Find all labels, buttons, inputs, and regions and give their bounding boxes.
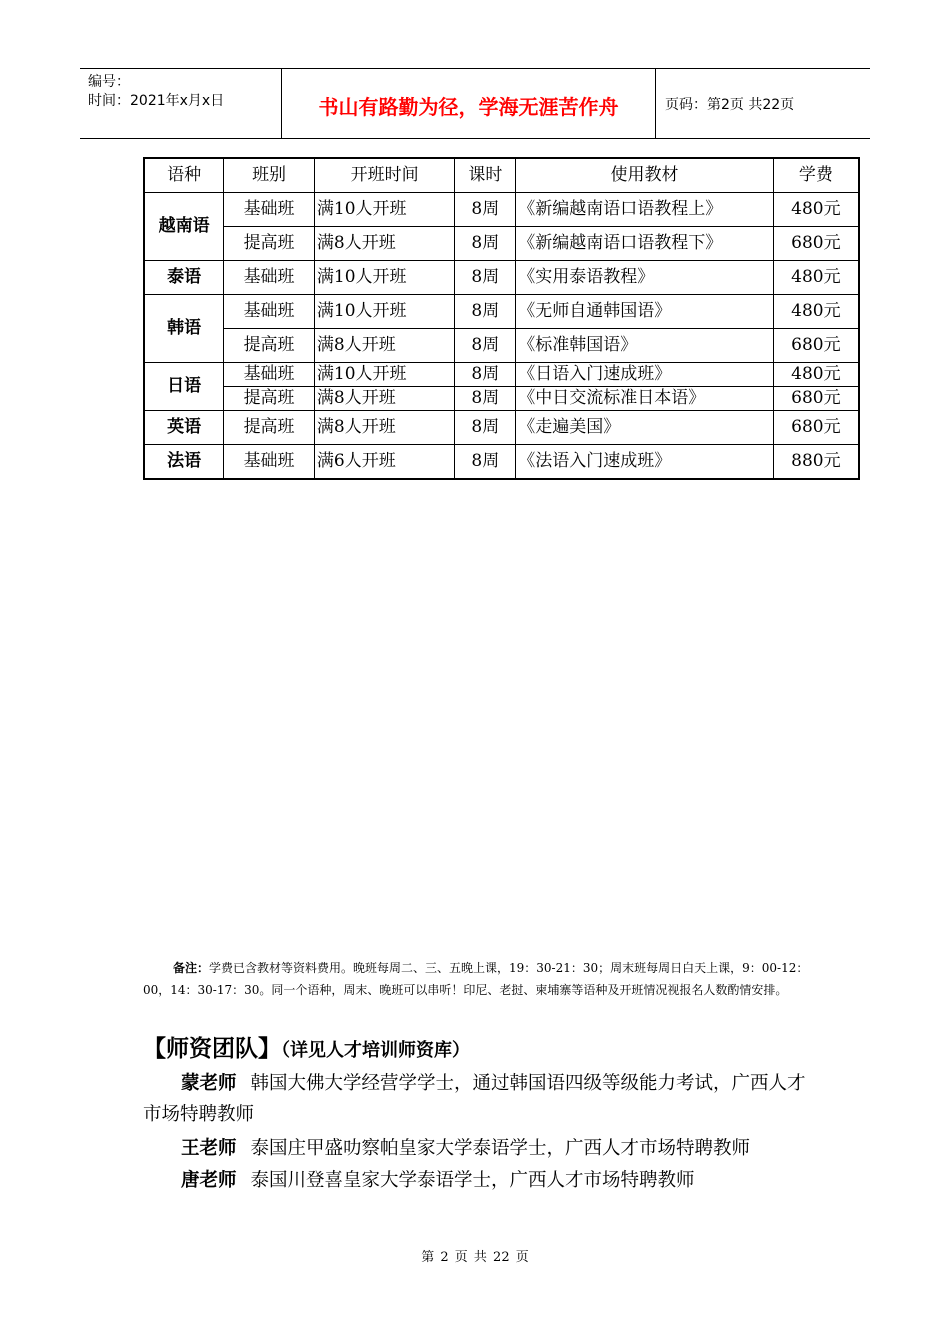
fee-note xyxy=(143,957,813,1001)
start-cell: 满10人开班 xyxy=(314,193,455,227)
class-cell: 基础班 xyxy=(224,295,315,329)
start-cell: 满10人开班 xyxy=(314,261,455,295)
start-cell: 满6人开班 xyxy=(314,445,455,480)
fee-cell: 480元 xyxy=(773,295,859,329)
header-divider xyxy=(655,69,656,138)
start-cell: 满8人开班 xyxy=(314,387,455,411)
fee-cell: 680元 xyxy=(773,411,859,445)
textbook-cell: 《无师自通韩国语》 xyxy=(516,295,774,329)
table-header-row xyxy=(144,158,859,193)
class-cell: 提高班 xyxy=(224,329,315,363)
language-cell: 泰语 xyxy=(144,261,224,295)
table-row xyxy=(144,445,859,480)
start-cell: 满10人开班 xyxy=(314,295,455,329)
teacher-description: 泰国川登喜皇家大学泰语学士，广西人才市场特聘教师 xyxy=(250,1170,695,1191)
class-cell: 基础班 xyxy=(224,261,315,295)
faculty-subtitle: （详见人才培训师资库） xyxy=(281,1040,470,1061)
fee-cell: 680元 xyxy=(773,387,859,411)
note-text: 学费已含教材等资料费用。晚班每周二、三、五晚上课，19：30-21：30；周末班每周日白天上课，9：00-12：00，14：30-17：30。同一个语种，周末、晚班可以串听！印尼、老挝、柬埔寨等语种及开班情况视报名人数酌情安排。 xyxy=(143,961,809,997)
header-motto: 书山有路勤为径，学海无涯苦作舟 xyxy=(318,95,619,119)
class-cell: 基础班 xyxy=(224,445,315,480)
textbook-cell: 《新编越南语口语教程下》 xyxy=(516,227,774,261)
teacher-description: 泰国庄甲盛叻察帕皇家大学泰语学士，广西人才市场特聘教师 xyxy=(250,1138,751,1159)
class-cell: 基础班 xyxy=(224,363,315,387)
class-cell: 提高班 xyxy=(224,411,315,445)
column-header: 班别 xyxy=(224,158,315,193)
fee-cell: 680元 xyxy=(773,329,859,363)
table-row xyxy=(144,193,859,227)
language-cell: 越南语 xyxy=(144,193,224,261)
table-row xyxy=(144,295,859,329)
time-label: 时间：2021年x月x日 xyxy=(88,93,225,109)
fee-cell: 480元 xyxy=(773,261,859,295)
column-header: 使用教材 xyxy=(516,158,774,193)
teacher-entry xyxy=(143,1133,823,1164)
table-row xyxy=(144,227,859,261)
start-cell: 满10人开班 xyxy=(314,363,455,387)
class-cell: 提高班 xyxy=(224,227,315,261)
column-header: 学费 xyxy=(773,158,859,193)
language-cell: 韩语 xyxy=(144,295,224,363)
class-cell: 基础班 xyxy=(224,193,315,227)
hours-cell: 8周 xyxy=(455,193,516,227)
note-label: 备注： xyxy=(173,961,210,975)
hours-cell: 8周 xyxy=(455,445,516,480)
faculty-title: 【师资团队】 xyxy=(143,1036,281,1062)
textbook-cell: 《走遍美国》 xyxy=(516,411,774,445)
textbook-cell: 《标准韩国语》 xyxy=(516,329,774,363)
fee-cell: 680元 xyxy=(773,227,859,261)
start-cell: 满8人开班 xyxy=(314,227,455,261)
teacher-description: 韩国大佛大学经营学学士，通过韩国语四级等级能力考试，广西人才市场特聘教师 xyxy=(143,1073,806,1125)
hours-cell: 8周 xyxy=(455,387,516,411)
column-header: 课时 xyxy=(455,158,516,193)
fee-cell: 480元 xyxy=(773,193,859,227)
page-footer: 第 2 页 共 22 页 xyxy=(421,1250,529,1265)
table-row xyxy=(144,411,859,445)
start-cell: 满8人开班 xyxy=(314,329,455,363)
number-label: 编号： xyxy=(88,74,130,90)
fee-cell: 880元 xyxy=(773,445,859,480)
teacher-entry xyxy=(143,1165,823,1196)
hours-cell: 8周 xyxy=(455,261,516,295)
hours-cell: 8周 xyxy=(455,295,516,329)
teacher-name: 王老师 xyxy=(181,1138,237,1159)
start-cell: 满8人开班 xyxy=(314,411,455,445)
textbook-cell: 《中日交流标准日本语》 xyxy=(516,387,774,411)
table-row xyxy=(144,329,859,363)
language-cell: 日语 xyxy=(144,363,224,411)
fee-cell: 480元 xyxy=(773,363,859,387)
teacher-entry xyxy=(143,1068,823,1130)
page-header xyxy=(80,68,870,139)
textbook-cell: 《新编越南语口语教程上》 xyxy=(516,193,774,227)
textbook-cell: 《日语入门速成班》 xyxy=(516,363,774,387)
table-row xyxy=(144,387,859,411)
hours-cell: 8周 xyxy=(455,411,516,445)
language-cell: 英语 xyxy=(144,411,224,445)
table-row xyxy=(144,261,859,295)
faculty-section-title xyxy=(143,1030,470,1063)
hours-cell: 8周 xyxy=(455,363,516,387)
column-header: 开班时间 xyxy=(314,158,455,193)
hours-cell: 8周 xyxy=(455,329,516,363)
table-row xyxy=(144,363,859,387)
header-meta xyxy=(88,73,224,111)
header-page-code: 页码：第2页 共22页 xyxy=(665,97,795,113)
teacher-name: 唐老师 xyxy=(181,1170,237,1191)
class-cell: 提高班 xyxy=(224,387,315,411)
textbook-cell: 《法语入门速成班》 xyxy=(516,445,774,480)
column-header: 语种 xyxy=(144,158,224,193)
language-cell: 法语 xyxy=(144,445,224,480)
textbook-cell: 《实用泰语教程》 xyxy=(516,261,774,295)
hours-cell: 8周 xyxy=(455,227,516,261)
teacher-name: 蒙老师 xyxy=(181,1073,237,1094)
course-table xyxy=(143,157,860,480)
